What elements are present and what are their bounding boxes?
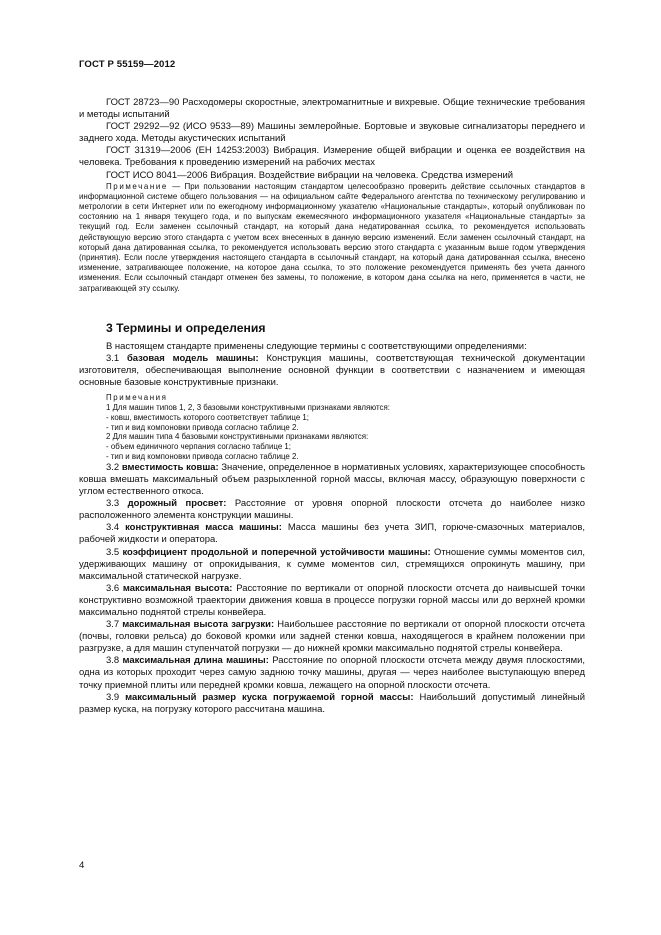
note-line: - тип и вид компоновки привода согласно таблице 2. — [106, 422, 299, 432]
term-definition — [79, 655, 585, 691]
term-definition — [79, 692, 585, 716]
page-number: 4 — [79, 860, 85, 871]
term-number: 3.2 — [106, 461, 120, 473]
term-definition — [79, 583, 585, 619]
term-name: базовая модель машины: — [126, 352, 259, 364]
term-number: 3.7 — [106, 619, 120, 631]
term-text: Значение, определенное в нормативных условиях, характеризующее способность ковша вмешать максимальный объем разрыхленной горной массы, включая массу, образующую поверхности с углом естественного откоса. — [79, 461, 586, 498]
note-line: - тип и вид компоновки привода согласно таблице 2. — [106, 452, 299, 462]
term-text: Наибольший допустимый линейный размер куска, на погрузку которого рассчитана машина. — [79, 691, 585, 715]
term-name: коэффициент продольной и поперечной устойчивости машины: — [122, 546, 431, 558]
term-name: максимальная высота загрузки: — [122, 619, 275, 631]
term-definition — [79, 462, 585, 498]
reference-item: ГОСТ 28723—90 Расходомеры скоростные, электромагнитные и вихревые. Общие технические требования и методы испытаний — [79, 97, 585, 121]
term-text: Отношение суммы моментов сил, удерживающих машину от опрокидывания, к сумме моментов сил, стремящихся опрокинуть машину, при максимальной статической нагрузке. — [79, 546, 586, 582]
term-number: 3.6 — [106, 582, 120, 594]
term-text: Расстояние по опорной плоскости отсчета между двумя плоскостями, одна из которых проходит через самую заднюю точку машины, другая — через наиболее выступающую вперед точку приемной плиты или передней кромки ковша, лежащего на опорной плоскости отсчета. — [79, 655, 586, 691]
term-number: 3.8 — [106, 655, 120, 667]
section-intro: В настоящем стандарте применены следующие термины с соответствующими определениями: — [106, 340, 527, 352]
term-definition — [79, 619, 585, 655]
reference-note — [79, 182, 585, 294]
reference-item: ГОСТ 31319—2006 (ЕН 14253:2003) Вибрация. Измерение общей вибрации и оценка ее воздействия на человека. Требования к проведению измерений на рабочих местах — [79, 145, 585, 169]
term-name: максимальная длина машины: — [122, 655, 269, 667]
term-definition — [79, 498, 585, 522]
term-number: 3.3 — [106, 498, 120, 510]
section-heading: 3 Термины и определения — [106, 320, 266, 335]
term-notes — [79, 393, 585, 462]
term-definition — [79, 353, 585, 389]
term-name: вместимость ковша: — [121, 461, 219, 473]
note-line: 2 Для машин типа 4 базовыми конструктивными признаками являются: — [106, 432, 369, 442]
term-name: максимальная высота: — [122, 582, 233, 594]
term-text: Масса машины без учета ЗИП, горюче-смазочных материалов, рабочей жидкости и оператора. — [79, 522, 585, 546]
reference-item: ГОСТ ИСО 8041—2006 Вибрация. Воздействие вибрации на человека. Средства измерений — [106, 169, 514, 181]
term-text: Расстояние по вертикали от опорной плоскости отсчета до наивысшей точки конструктивно возможной траектории движения ковша в процессе погрузки горной массы или до верхней кромки максимально поднятой стрелы конвейера. — [79, 582, 586, 618]
note-line: 1 Для машин типов 1, 2, 3 базовыми конструктивными признаками являются: — [106, 403, 390, 413]
term-text: Расстояние от уровня опорной плоскости отсчета до наиболее низко расположенного элемента конструкции машины. — [79, 498, 585, 522]
term-number: 3.5 — [106, 546, 120, 558]
term-text: Конструкция машины, соответствующая технической документации изготовителя, обеспечивающая выполнение основной функции в соответствии с назначением и имеющая основные базовые конструктивные признаки. — [79, 352, 585, 389]
page-body — [79, 97, 585, 716]
term-text: Наибольшее расстояние по вертикали от опорной плоскости отсчета (почвы, головки рельса) до боковой кромки или задней стенки ковша, находящегося в крайнем положении при разгрузке, а для машин ступенчатой погрузки — до нижней кромки максимально поднятой стрелы конвейера. — [79, 619, 585, 655]
term-name: максимальный размер куска погружаемой горной массы: — [125, 691, 414, 703]
term-number: 3.1 — [106, 352, 120, 364]
document-header: ГОСТ Р 55159—2012 — [79, 59, 176, 70]
term-number: 3.9 — [106, 691, 120, 703]
note-line: - объем единичного черпания согласно таблице 1; — [106, 442, 292, 452]
term-definition — [79, 522, 585, 546]
notes-label: Примечания — [106, 393, 168, 403]
note-line: - ковш, вместимость которого соответствует таблице 1; — [106, 412, 310, 422]
reference-item: ГОСТ 29292—92 (ИСО 9533—89) Машины землеройные. Бортовые и звуковые сигнализаторы переднего и заднего хода. Методы акустических испытаний — [79, 121, 585, 145]
note-label: Примечание — [106, 181, 168, 191]
term-definition — [79, 547, 585, 583]
term-name: конструктивная масса машины: — [125, 522, 282, 534]
note-text: — При пользовании настоящим стандартом целесообразно проверить действие ссылочных стандартов в информационной системе общего пользования — на официальном сайте Федерального агентства по техническому регулированию и метрологии в сети Интернет или по ежегодному информационному указателю «Национальные стандарты», который опубликован по состоянию на 1 января текущего года, и по выпускам ежемесячного информационного указателя «Национальные стандарты» за текущий год. Если заменен ссылочный стандарт, на который дана недатированная ссылка, то рекомендуется использовать действующую версию этого стандарта с учетом всех внесенных в данную версию изменений. Если заменен ссылочный стандарт, на который дана датированная ссылка, то рекомендуется использовать версию этого стандарта с указанным выше годом утверждения (принятия). Если после утверждения настоящего стандарта в ссылочный стандарт, на который дана датированная ссылка, внесено изменение, затрагивающее положение, на которое дана ссылка, то это положение рекомендуется применять без учета данного изменения. Если ссылочный стандарт отменен без замены, то положение, в котором дана ссылка на него, применяется в части, не затрагивающей эту ссылку. — [79, 181, 585, 293]
term-number: 3.4 — [106, 522, 120, 534]
term-name: дорожный просвет: — [127, 498, 227, 510]
